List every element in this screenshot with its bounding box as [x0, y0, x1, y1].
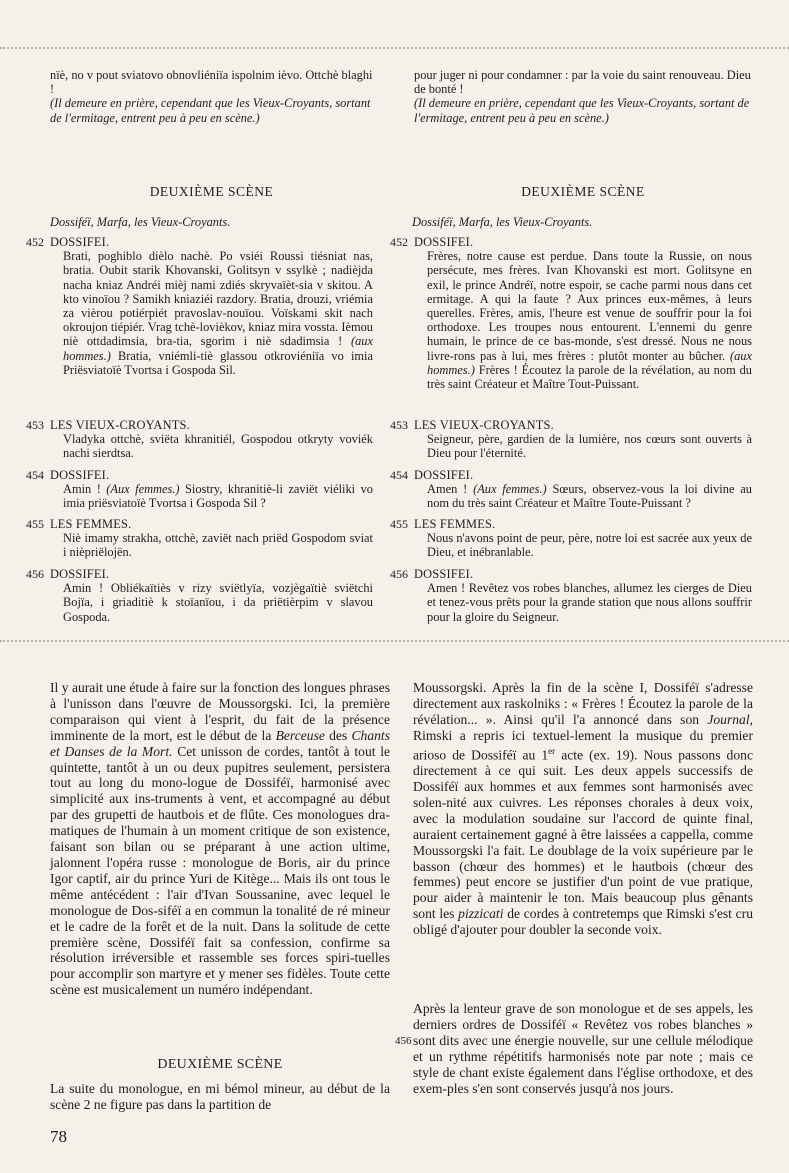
stage-direction: (Aux femmes.)	[473, 482, 547, 497]
sung-text: Vladyka ottchè, sviëta khranitiél, Gospodou otkryty voviék nachi sierdtsa.	[63, 432, 373, 461]
scene-title-right: DEUXIÈME SCÈNE	[521, 184, 645, 199]
speaker: LES VIEUX-CROYANTS.	[50, 418, 190, 432]
top-right-continuation	[414, 68, 752, 125]
translated-text: Nous n'avons point de peur, père, notre loi est sacrée aux yeux de Dieu, et inébranlable.	[427, 531, 752, 560]
libretto-block	[390, 235, 752, 392]
cast-list-right: Dossiféï, Marfa, les Vieux-Croyants.	[412, 215, 593, 229]
number-455: 455	[26, 517, 44, 531]
speaker: DOSSIFEI.	[414, 235, 474, 249]
stage-direction: (Il demeure en prière, cependant que les Vieux-Croyants, sortant de l'ermitage, entrent peu à peu en scène.)	[50, 96, 371, 125]
essay-text: Rimski a repris ici textuel-lement la musique du premier arioso de Dossiféï au 1	[413, 727, 753, 763]
essay-right-column-end	[413, 1001, 753, 1096]
lyric: Siostry, khranitiè-li zaviët viéliki vo imia priësviatoïè Tvortsa i Gospoda Sil ?	[63, 482, 373, 511]
libretto-block	[26, 567, 373, 624]
lyric: Amin !	[63, 482, 101, 497]
speaker: DOSSIFEI.	[50, 468, 110, 482]
speaker: DOSSIFEI.	[414, 567, 474, 581]
number-455: 455	[390, 517, 408, 531]
speaker: DOSSIFEI.	[50, 567, 110, 581]
essay-right-column	[413, 680, 753, 938]
stage-direction: (Il demeure en prière, cependant que les Vieux-Croyants, sortant de l'ermitage, entrent peu à peu en scène.)	[414, 96, 750, 125]
number-453: 453	[26, 418, 44, 432]
speaker: DOSSIFEI.	[50, 235, 110, 249]
essay-paragraph: Après la lenteur grave de son monologue et de ses appels, les derniers ordres de Dossiféï « Revêtez vos robes blanches » sont dits avec une énergie nouvelle, sur une cellule mélodique et un rythme répétitifs harmonisés note par note ; mais ce style de chant existe également dans l'église orthodoxe, et des exem-ples s'en sont conservés jusqu'à nos jours.	[413, 1001, 753, 1096]
lyric: Frères ! Écoutez la parole de la révélation, au nom du très saint Créateur et Maître Tout-Puissant.	[427, 362, 752, 392]
essay-text: Cet unisson de cordes, tantôt à tout le quintette, tantôt à un ou deux pupitres seulement, persistera tout au long du mono-logue de Dossiféï, harmonisé avec simplicité aux ins-truments à vent, et accompagné au début par des grupetti de hautbois et de flûte. Ces monologues dra-matiques de l'humain à un moment critique de son existence, faisant son bilan ou se préparant à une action ultime, jalonnent l'opéra russe : monologue de Boris, air du prince Igor captif, air du prince Yuri de Kitège... Mais ils ont tous le même antécédent : l'air d'Ivan Soussanine, avec lequel le monologue de Dos-siféï a en commun la tonalité de ré mineur et le cadre de la forêt et de la nuit. Dans la solitude de cette première scène, Dossiféï fait sa confession, confirme sa résolution irréversible et rassemble ses forces spiri-tuelles pour accomplir son martyre et y mener ses fidèles. Toute cette scène est musicalement un numéro indépendant.	[50, 743, 391, 998]
lyric: Brati, poghiblo dièlo nachè. Po vsiéi Roussi tiésniat nas, bratia. Oubit starik Khovanski, Golitsyn v ssylkè ; nadièjda nacha kniaz Andréi mièj nami zdiés skryvaïèt-sia v skitou. A kto vinoïou ? Samikh kniaziéi razdory. Bratia, drouzi, vriémia za vièrou potiérpiét pravoslav-nouïou. Voïskami skit nach okroujon tiépiér. Vrag tchè-lovièkov, kniaz mira vossta. Ièmou niè ottdadimsia, bra-tia, sgorim i niè sdadimsia !	[63, 249, 373, 349]
number-454: 454	[390, 468, 408, 482]
scene-title-left: DEUXIÈME SCÈNE	[149, 184, 274, 199]
page-number: 78	[50, 1127, 67, 1146]
continuation-text: pour juger ni pour condamner : par la voie du saint renouveau. Dieu de bonté !	[414, 68, 751, 97]
translated-text: Seigneur, père, gardien de la lumière, nos cœurs sont ouverts à Dieu pour l'éternité.	[427, 432, 752, 461]
musical-term: pizzicati	[458, 906, 504, 922]
libretto-block	[390, 468, 752, 511]
stage-direction: (Aux femmes.)	[106, 482, 180, 497]
translated-text	[414, 482, 752, 510]
number-456: 456	[390, 567, 408, 581]
libretto-block	[26, 235, 373, 377]
cast-list-left: Dossiféï, Marfa, les Vieux-Croyants.	[50, 215, 231, 229]
essay-text: acte (ex. 19). Nous passons donc directement à ce qui suit. Les deux appels successifs de Dossiféï aux hommes et aux femmes sont harmonisés avec solen-nité aux cuivres. Les réponses chorales à deux voix, avec la modulation soudaine sur l'accord de quinte final, auraient certainement gagné à être laissées a cappella, comme Moussorgski l'a fait. Le doublage de la voix supérieure par le basson (chœur des hommes) et le hautbois (chœur des femmes) peut encore se justifier d'un point de vue pratique, pour aider à maintenir le ton. Mais beaucoup plus gênants sont les	[413, 747, 753, 922]
libretto-block	[390, 567, 752, 624]
number-456: 456	[26, 567, 44, 581]
lyric: Bratia, vniémli-tiè glassou otkroviéniïa vo imia Priësviatoïè Tvortsa i Gospoda Sil.	[63, 348, 373, 377]
number-453: 453	[390, 418, 408, 432]
number-454: 454	[26, 468, 44, 482]
libretto-block	[26, 517, 373, 560]
number-452: 452	[26, 235, 44, 249]
libretto-block	[26, 468, 373, 511]
margin-number: 456	[395, 1035, 412, 1047]
essay-paragraph	[413, 680, 753, 938]
essay-text: de cordes à contretemps que Rimski s'est cru obligé d'ajouter pour doubler la seconde voix.	[413, 906, 753, 938]
sung-text: Niè imamy strakha, ottchè, zaviët nach priëd Gospodom sviat i nièpriëlojën.	[63, 531, 373, 560]
speaker: LES FEMMES.	[50, 517, 132, 531]
speaker: LES VIEUX-CROYANTS.	[414, 418, 554, 432]
top-left-continuation	[50, 68, 373, 125]
stage-direction: (aux hommes.)	[63, 334, 373, 363]
essay-left-column	[50, 680, 390, 998]
essay-text: Il y aurait une étude à faire sur la fonction des longues phrases à l'unisson dans l'œuvre de Moussorgski. Ici, la première comparaison qui vient à l'esprit, du fait de la présence imminente de la mort, est le début de la	[50, 680, 390, 743]
superscript: er	[548, 745, 556, 756]
libretto-block	[26, 418, 373, 461]
lyric: Frères, notre cause est perdue. Dans toute la Russie, on nous persécute, mes frères. Ivan Khovanski est mort. Golitsyne en exil, le prince Andréï, notre espoir, se cache parmi nous dans cet ermitage. A qui la faute ? Aux princes eux-mêmes, à leurs querelles. Frères, amis, l'heure est venue de souffrir pour la foi orthodoxe. Les troupes nous entourent. L'ennemi du genre humain, le prince de ce bas-monde, s'est dressé. Nous ne nous livre-rons pas à lui, mes frères : plutôt monter au bûcher.	[427, 249, 752, 363]
essay-text: des	[324, 727, 352, 743]
work-title: Chants et Danses de la Mort.	[50, 727, 390, 759]
sung-text	[50, 249, 373, 377]
essay-section-heading: DEUXIÈME SCÈNE	[157, 1057, 283, 1072]
libretto-block	[390, 418, 752, 461]
top-divider	[0, 47, 789, 49]
number-452: 452	[390, 235, 408, 249]
sung-text: Amin ! Obliékaïtiès v rizy sviëtlyïa, vozjègaïtiè sviëtchi Bojïa, i griaditiè k stoïanïou, i da priëtièrpim v slavou Gospoda.	[63, 581, 373, 624]
lyric: Sœurs, observez-vous la loi divine au nom du très saint Créateur et Maître Toute-Puissant ?	[427, 482, 752, 511]
libretto-block	[390, 517, 752, 560]
essay-paragraph: La suite du monologue, en mi bémol mineur, au début de la scène 2 ne figure pas dans la partition de	[50, 1081, 390, 1112]
work-title: Berceuse	[275, 727, 325, 743]
speaker: LES FEMMES.	[414, 517, 496, 531]
lyric: Amen !	[427, 482, 468, 497]
translated-text: Amen ! Revêtez vos robes blanches, allumez les cierges de Dieu et tenez-vous prêts pour la grande station que nous allons souffrir pour la gloire du Seigneur.	[427, 581, 752, 624]
speaker: DOSSIFEI.	[414, 468, 474, 482]
work-title: Journal,	[707, 711, 753, 727]
continuation-text: nïè, no v pout sviatovo obnovliéniïa ispolnim ièvo. Ottchè blaghi !	[50, 68, 373, 97]
essay-paragraph	[50, 680, 390, 998]
stage-direction: (aux hommes.)	[427, 348, 752, 377]
middle-divider	[0, 640, 789, 642]
essay-text: Moussorgski. Après la fin de la scène I, Dossiféï s'adresse directement aux raskolniks : « Frères ! Écoutez la parole de la révélation... ». Ainsi qu'il l'a annoncé dans son	[413, 680, 753, 727]
sung-text	[50, 482, 373, 510]
translated-text	[414, 249, 752, 391]
essay-left-column-end	[50, 1081, 390, 1113]
